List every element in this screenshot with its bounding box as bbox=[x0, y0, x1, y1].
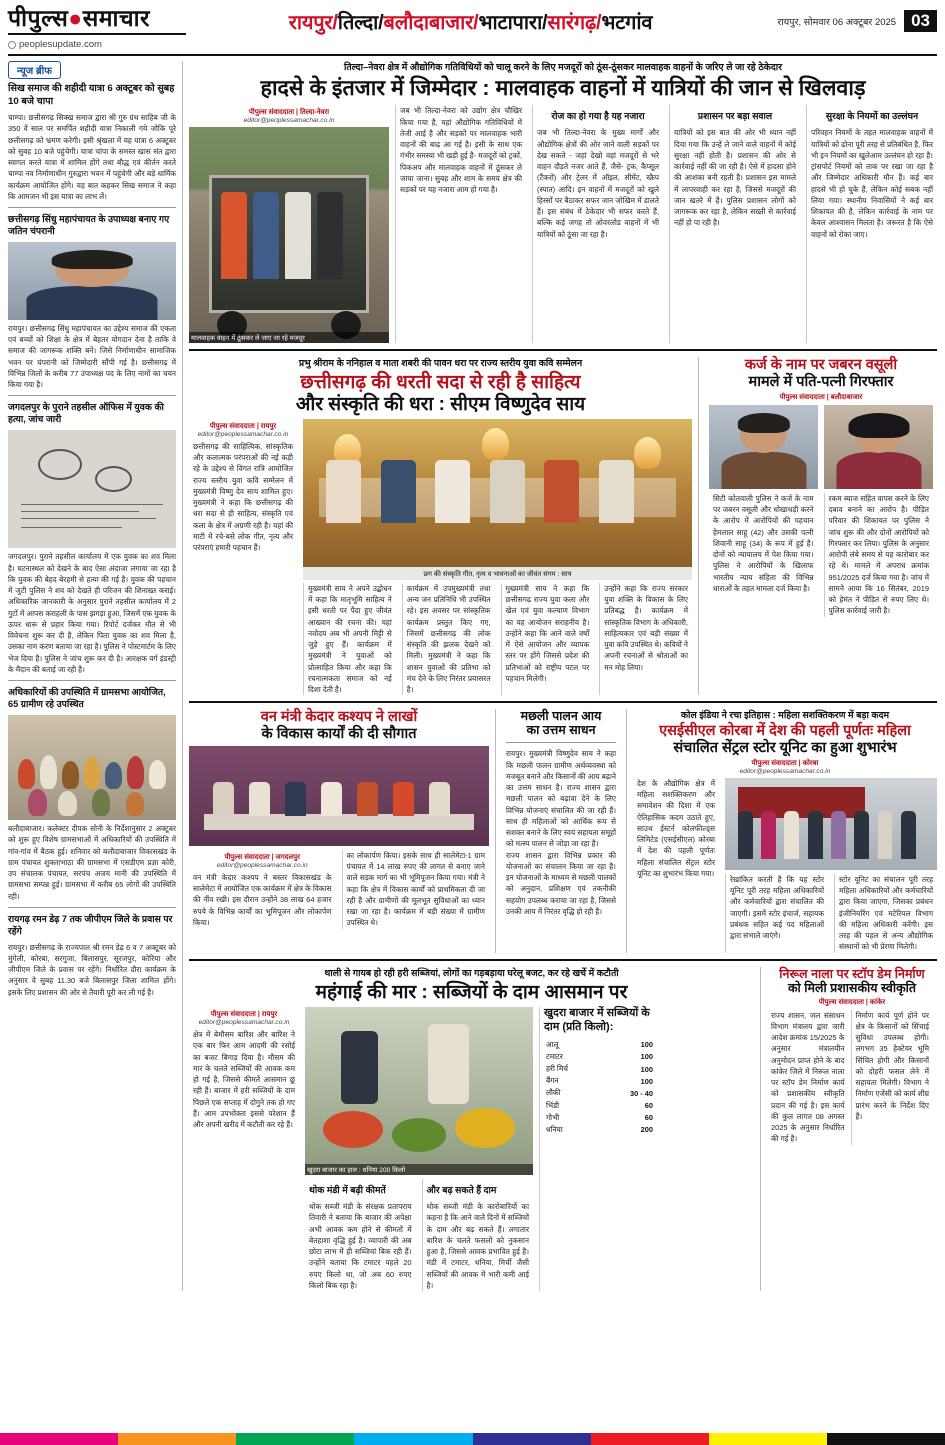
lead-headline: हादसे के इंतजार में जिम्मेदार : मालवाहक वाहनों में यात्रियों की जान से खिलवाड़ bbox=[260, 76, 866, 101]
loan-byline: पीपुल्स संवाददाता | बलौदाबाजार bbox=[779, 393, 863, 401]
stage-person bbox=[435, 460, 470, 522]
forest-byline-box bbox=[193, 853, 332, 869]
office-person bbox=[878, 811, 893, 859]
sketch-face-1 bbox=[38, 449, 82, 480]
crowd-figure bbox=[127, 756, 144, 789]
stage-person bbox=[599, 460, 634, 522]
item-price: 100 bbox=[640, 1076, 653, 1086]
forest-story bbox=[189, 709, 489, 952]
fish-text-1: रायपुर। मुख्यमंत्री विष्णुदेव साय ने कहा कि मछली पालन ग्रामीण अर्थव्यवस्था को मजबूत बनाने और किसानों की आय बढ़ाने का उत्तम साधन है। राज्य शासन द्वारा मछली पालन को बढ़ावा देने के लिए विभिन्न योजनाएं संचालित की जा रही हैं। साथ ही महिलाओं को आर्थिक रूप से सशक्त बनाने के लिए स्वयं सहायता समूहों को मत्स्य पालन से जोड़ा जा रहा है। bbox=[506, 749, 616, 849]
vendor-figure bbox=[341, 1031, 377, 1105]
brief-4-text: बलौदाबाजार। कलेक्टर दीपक सोनी के निर्देशानुसार 2 अक्टूबर को शुरू हुए विशेष ग्रामसभाओं में अधिकारियों की उपस्थिति में गांव-गांव में बैठक हुई। शनिवार को बलौदाबाजार विकासखंड के ग्राम पंचायत शुक्लाभाठा की ग्रामसभा में एसडीएम प्रज्ञा कोरी, उप संचालक पंचायत, सरपंच अजय मानी की उपस्थिति में ग्रामसभा सम्पन्न हुई। ग्रामसभा में करीब 65 लोगों की उपस्थिति रही। bbox=[8, 824, 176, 901]
cm-lower-cols bbox=[303, 583, 692, 696]
crowd-figure bbox=[149, 760, 166, 788]
coal-col-1 bbox=[633, 778, 719, 953]
loan-photo-male bbox=[709, 405, 818, 489]
hall-person bbox=[357, 782, 378, 816]
portrait-body bbox=[26, 286, 157, 320]
item-price: 100 bbox=[640, 1040, 653, 1050]
price-table-block bbox=[539, 1007, 659, 1291]
item-price: 60 bbox=[644, 1113, 653, 1123]
lead-byline-box bbox=[189, 108, 389, 124]
cm-byline-mail: editor@peoplessamachar.co.in bbox=[197, 430, 289, 438]
lead-col-4 bbox=[806, 105, 937, 343]
edition-balodabazar: बलौदाबाजार/ bbox=[383, 12, 479, 34]
crowd-figure bbox=[105, 762, 122, 788]
column-divider bbox=[182, 61, 183, 1291]
section-divider bbox=[189, 349, 937, 351]
forest-photo bbox=[189, 746, 489, 846]
stage-person bbox=[326, 460, 361, 522]
crowd-figure bbox=[28, 789, 46, 816]
cm-text-4: मुख्यमंत्री साय ने कहा कि छत्तीसगढ़ राज्य युवा कला और खेल एवं युवा कल्याण विभाग का यह आयोजन सराहनीय है। उन्होंने कहा कि आने वाले वर्षों में ऐसे आयोजन और व्यापक स्तर पर होंगे जिससे प्रदेश की प्रतिभाओं को राष्ट्रीय पटल पर पहचान मिलेगी। bbox=[505, 583, 590, 683]
cm-text-1: छत्तीसगढ़ की साहित्यिक, सांस्कृतिक और कलात्मक परंपराओं की नई कड़ी रहे के उद्देश्य से विगत रात्रि आयोजित राज्य स्तरीय युवा कवि सम्मेलन में मुख्यमंत्री विष्णु देव साय शामिल हुए। मुख्यमंत्री ने कहा कि छत्तीसगढ़ की धरा सदा से ही साहित्य, संस्कृति एवं कला के क्षेत्र में अग्रणी रही है। यहां की माटी में रचे-बसे लोक गीत, नृत्य और परंपराएं हमारी पहचान हैं। bbox=[193, 441, 293, 553]
item-name: बैंगन bbox=[546, 1076, 559, 1086]
cm-col-2 bbox=[303, 583, 396, 696]
coal-headline-line2: संचालित सेंट्रल स्टोर यूनिट का हुआ शुभारंभ bbox=[673, 739, 897, 756]
logo-text-2: समाचार bbox=[82, 5, 150, 31]
cm-byline: पीपुल्स संवाददाता | रायपुर bbox=[209, 422, 277, 430]
hall-table bbox=[204, 814, 474, 830]
cm-text-5: उन्होंने कहा कि राज्य सरकार युवा शक्ति के विकास के लिए प्रतिबद्ध है। कार्यक्रम में सांस्कृतिक विभाग के अधिकारी, साहित्यकार एवं बड़ी संख्या में युवा कवि उपस्थित थे। कवियों ने अपनी रचनाओं से श्रोताओं का मन मोह लिया। bbox=[604, 583, 688, 672]
brief-5 bbox=[8, 914, 176, 998]
item-price: 200 bbox=[640, 1125, 653, 1135]
coal-photo bbox=[725, 778, 937, 870]
item-price: 100 bbox=[640, 1064, 653, 1074]
fish-text-2: राज्य शासन द्वारा विभिन्न प्रकार की योजनाओं का संचालन किया जा रहा है। इन योजनाओं के माध्यम से मछली पालकों को अनुदान, प्रशिक्षण एवं तकनीकी सहयोग उपलब्ध कराया जा रहा है, जिससे उनकी आय में निरंतर वृद्धि हो रही है। bbox=[506, 850, 616, 916]
cm-headline-line1: छत्तीसगढ़ की धरती सदा से रही है साहित्य bbox=[300, 372, 581, 394]
price-lower-cols bbox=[305, 1179, 533, 1291]
globe-icon bbox=[8, 41, 16, 49]
truck-passenger bbox=[253, 192, 279, 278]
price-table bbox=[544, 1039, 655, 1137]
office-person bbox=[808, 811, 823, 859]
portrait-hair bbox=[52, 250, 133, 269]
fish-headline-line2: का उत्तम साधन bbox=[526, 723, 596, 738]
lead-photo bbox=[189, 127, 389, 343]
truck-passenger bbox=[221, 192, 247, 278]
dam-headline-line1: निरूल नाला पर स्टॉप डेम निर्माण bbox=[779, 966, 925, 981]
cm-col-1 bbox=[189, 419, 297, 696]
divider bbox=[8, 207, 176, 208]
vegetable-pile bbox=[392, 1118, 447, 1152]
lead-story bbox=[189, 61, 937, 343]
lead-sub-1: रोज का हो गया है यह नजारा bbox=[551, 111, 645, 122]
hall-person bbox=[393, 782, 414, 816]
portrait-body bbox=[836, 452, 921, 489]
page-grid bbox=[8, 61, 937, 1291]
fourth-band bbox=[189, 967, 937, 1291]
column-divider bbox=[495, 709, 496, 952]
edition-bhatgaon: भटगांव bbox=[601, 12, 653, 34]
brief-1-title: सिख समाज की शहीदी यात्रा 6 अक्टूबर को सुबह 10 बजे चापा bbox=[8, 83, 175, 107]
sketch-line-4 bbox=[21, 527, 122, 528]
dam-text-1: राज्य शासन, जल संसाधन विभाग मंत्रालय द्वारा जारी आदेश क्रमांक 15/2025 के अनुसार मंत्रालयीन अनुमोदन प्राप्त होने के बाद कांकेर जिले में निरूल नाला पर स्टॉप डेम निर्माण कार्य को प्रशासकीय स्वीकृति प्रदान की गई है। इस कार्य की कुल लागत 08 अगस्त 2025 के अनुसार निर्धारित की गई है। bbox=[771, 1010, 845, 1144]
lamp-icon bbox=[482, 428, 509, 461]
lead-body-row bbox=[189, 105, 937, 343]
website-text: peoplesupdate.com bbox=[19, 39, 102, 51]
price-byline: पीपुल्स संवाददाता | रायपुर bbox=[210, 1011, 278, 1019]
price-byline-mail: editor@peoplessamachar.co.in bbox=[198, 1019, 290, 1027]
item-name: गोभी bbox=[546, 1112, 560, 1122]
brief-1-text: चाम्पा। छत्तीसगढ़ सिक्ख समाज द्वारा श्री गुरु ग्रंथ साहिब जी के 350 वें साल पर समर्पित शहीदी यात्रा निकाली गये जोकि पूरे छत्तीसगढ़ को भ्रमण करेगी। इसी श्रृंखला में यह यात्रा 6 अक्टूबर को सुबह 10 बजे पहुंचेगी। यात्रा चांपा के समस्त खास संत द्वारा स्वागत करते यात्रा में शामिल होंगे तथा बौद्ध एवं कीर्तन करते चाम्पा नव निर्माणाधीन गुरुद्वारा भवन में पहुंचेगी और बड़े धार्मिक कार्यक्रम आयोजित होंगे। यह बात कहकर सिख समाज ने कहा कि आमजन भी इस यात्रा का लाभ लें। bbox=[8, 113, 176, 201]
dam-col-2 bbox=[851, 1010, 934, 1145]
brief-3 bbox=[8, 402, 176, 675]
dam-byline-box bbox=[771, 998, 933, 1007]
loan-photos bbox=[709, 405, 933, 489]
color-swatch-orange bbox=[118, 1433, 236, 1445]
news-brief-tag: न्यूज ब्रीफ bbox=[8, 61, 61, 79]
column-divider bbox=[760, 967, 761, 1291]
lead-photo-block bbox=[189, 105, 389, 343]
coal-byline-box bbox=[633, 759, 937, 775]
price-story bbox=[189, 967, 754, 1291]
cm-photo-and-text bbox=[303, 419, 692, 696]
item-name: आलू bbox=[546, 1039, 559, 1049]
price-sub-1: थोक मंडी में बढ़ी कीमतें bbox=[309, 1185, 386, 1196]
table-row bbox=[544, 1099, 655, 1111]
brief-5-title: रायगढ़ रमन डेढ़ 7 तक जीपीएम जिले के प्रवास पर रहेंगे bbox=[8, 913, 173, 936]
crowd-figure bbox=[62, 761, 79, 788]
logo-dot-icon: ● bbox=[68, 5, 83, 31]
lead-byline: पीपुल्स संवाददाता | तिल्दा-नेवरा bbox=[248, 109, 330, 117]
item-price: 60 bbox=[644, 1101, 653, 1111]
item-name: हरी मिर्च bbox=[546, 1064, 568, 1074]
backdrop-banner bbox=[738, 787, 865, 818]
office-person bbox=[854, 811, 869, 859]
office-person bbox=[761, 811, 776, 859]
hall-person bbox=[429, 782, 450, 816]
cm-headline-line2-text: और संस्कृति की धरा : सीएम विष्णुदेव साय bbox=[295, 393, 586, 415]
lead-text-1: जब भी तिल्दा-नेवरा को उद्योग क्षेत्र चौखिर किया गया है, यहां औद्योगिक गतिविधियों में तेजी आई है और सड़कों पर मालवाहक भारी वाहनों की बाढ़ आ गई है। इसी के साथ एक गंभीर समस्या भी खड़ी हुई है- मजदूरों को ट्रकों, पिकअप और मालवाहक वाहनों में ठूंसकर ले जाया जाना। सुबह और शाम के समय क्षेत्र की सड़कों पर यह नजारा आम हो गया है। bbox=[400, 106, 522, 195]
brief-2-title: छत्तीसगढ़ सिंधु महापंचायत के उपाध्यक्ष बनाए गए जतिन चंपरानी bbox=[8, 214, 170, 237]
lead-text-2: जब भी तिल्दा-नेवरा के मुख्य मार्गों और औद्योगिक क्षेत्रों की ओर जाने वाली सड़कों पर देख सकते - जहां देखो वहां मजदूरों से भरे वाहन दौड़ते नजर आते हैं, जैसे- ट्रक, कैप्सूल (टैंकरों) और ट्रेलर में ऑइल, सीमेंट, स्क्रैप (स्पात) आदि। इन वाहनों में मजदूरों को खुले हिस्सों पर बैठाकर सफर जान जोखिम में डालते हैं। इस संबंध में ठेकेदार भी सफर करते हैं, बल्कि कई जगह तो ओवरलोड वाहनों में भी यात्रियों को ठूंसा जा रहा है। bbox=[537, 128, 659, 239]
stage-person bbox=[490, 460, 525, 522]
lead-sub-2: प्रशासन पर बड़ा सवाल bbox=[697, 111, 773, 122]
office-person bbox=[738, 811, 753, 859]
color-swatch-magenta bbox=[0, 1433, 118, 1445]
divider bbox=[8, 680, 176, 681]
truck-passenger bbox=[317, 192, 343, 278]
forest-text-2: का लोकार्पण किया। इसके साथ ही सालेमेटा-1 ग्राम पंचायत में 14 लाख रुपए की लागत से बनाए जाने वाले सड़क मार्ग का भी भूमिपूजन किया गया। मंत्री ने कहा कि क्षेत्र में विकास कार्यों को प्राथमिकता दी जा रही है और ग्रामीणों की मूलभूत सुविधाओं का ध्यान रखा जा रहा है। कार्यक्रम में बड़ी संख्या में ग्रामीण उपस्थित थे। bbox=[346, 850, 485, 928]
brief-4-photo bbox=[8, 715, 176, 820]
loan-byline-box bbox=[709, 393, 933, 402]
price-kicker: थाली से गायब हो रही हरी सब्जियां, लोगों का गड़बड़ाया घरेलू बजट, कर रहे खर्चे में कटौती bbox=[324, 967, 619, 978]
lamp-icon bbox=[634, 437, 661, 470]
edition-raipur: रायपुर/ bbox=[288, 12, 338, 34]
coal-photo-block bbox=[725, 778, 937, 953]
cm-body-row bbox=[189, 419, 692, 696]
brief-2-text: रायपुर। छत्तीसगढ़ सिंधु महापंचायत का उद्देश्य समाज की एकता एवं बच्चों को शिक्षा के क्षेत्र में बेहतर योगदान देना है ताकि वे समाज की जागरूक शक्ति बनें। जिसे निर्माणाधीन सामाजिक भवन पर चंपरानी को जिम्मेदारी सौंपी गई है। छत्तीसगढ़ में विभिन्न जिलों के करीब 77 उपाध्यक्ष पद के लिए नामों का चयन किया गया है। bbox=[8, 323, 176, 390]
lead-sub-3: सुरक्षा के नियमों का उल्लंघन bbox=[825, 111, 919, 122]
main-area bbox=[189, 61, 937, 1291]
forest-byline: पीपुल्स संवाददाता | जगदलपुर bbox=[224, 853, 300, 861]
newspaper-logo bbox=[8, 6, 186, 30]
edition-sarangarh: सारंगढ़/ bbox=[547, 12, 602, 34]
coal-text-2: रेखांकित करती है कि यह स्टोर यूनिट पूरी तरह महिला अधिकारियों और कर्मचारियों द्वारा संचालित की जाएगी। इसमें स्टोर इंचार्ज, सहायक प्रबंधक सहित कई पद महिलाओं द्वारा संभाले जाएंगे। bbox=[730, 874, 824, 941]
lead-photo-caption: मालवाहक वाहन में ठूंसकर ले जाए जा रहे मजदूर bbox=[189, 332, 389, 343]
loan-text-1: सिटी कोतवाली पुलिस ने कर्ज के नाम पर जबरन वसूली और धोखाधड़ी करने के आरोप में आरोपियों की पहचान हेमलाल साहू (42) और उसकी पत्नी शिवानी साहू (34) के रूप में हुई है। दोनों को न्यायालय में पेश किया गया। पुलिस ने आरोपियों के खिलाफ भारतीय न्याय संहिता की विभिन्न धाराओं के तहत मामला दर्ज किया है। bbox=[713, 493, 814, 593]
forest-col-1 bbox=[189, 850, 336, 929]
coal-headline-line1: एसईसीएल कोरबा में देश की पहली पूर्णतः महिला bbox=[659, 723, 911, 740]
brief-3-title: जगदलपुर के पुराने तहसील ऑफिस में युवक की हत्या, जांच जारी bbox=[8, 402, 164, 425]
hall-person bbox=[285, 782, 306, 816]
stage-person bbox=[544, 460, 579, 522]
hall-person bbox=[249, 782, 270, 816]
price-headline: महंगाई की मार : सब्जियों के दाम आसमान पर bbox=[315, 981, 628, 1003]
lead-kicker: तिल्दा–नेवरा क्षेत्र में औद्योगिक गतिविधियों को चालू करने के लिए मजदूरों को ठूंस-ठूंसकर मालवाहक वाहनों के जरिए ले जा रहे ठेकेदार bbox=[343, 62, 783, 73]
divider bbox=[8, 907, 176, 908]
customer-figure bbox=[428, 1024, 469, 1105]
left-rail bbox=[8, 61, 176, 1291]
cm-photo bbox=[303, 419, 692, 567]
crowd-figure bbox=[58, 791, 76, 816]
crowd-figure bbox=[40, 755, 57, 789]
cm-byline-box bbox=[193, 422, 293, 438]
forest-text-1: वन मंत्री केदार कश्यप ने बस्तर विकासखंड के सालेमेटा में आयोजित एक कार्यक्रम में क्षेत्र के विकास की नींव रखी। इस दौरान उन्होंने 38 लाख 64 हजार रुपये के विभिन्न कार्यों का भूमिपूजन और लोकार्पण किया। bbox=[193, 872, 332, 927]
brief-3-photo bbox=[8, 430, 176, 548]
office-person bbox=[831, 811, 846, 859]
coal-byline: पीपुल्स संवाददाता | कोरबा bbox=[751, 759, 819, 767]
truck-passenger bbox=[285, 192, 311, 278]
brief-3-text: जगदलपुर। पुराने तहसील कार्यालय में एक युवक का शव मिला है। घटनास्थल को देखने के बाद ऐसा अंदाजा लगाया जा रहा है कि युवक की बेहद बेरहमी से हत्या की गई है। युवक की पहचान में जुटी पुलिस ने शव को देखते ही परिजन की शिनाख्त कराई। अधिकारिक जानकारी के अनुसार पुराने तहसील कार्यालय में 2 गुटों में आपस कराहली के पास झगड़ा हुआ, जिसमें एक युवक के ऊपर धारू से प्रहार किया गया। रिपोर्ट दर्जकर मौत से भी विवेचना शुरू कर दी है, लेकिन पिता युवक का शव मिला है, उसका नाम करण बताया जा रहा है। पुलिस ने पोस्टमार्टम के लिए भेज दिया है। पुलिस ने जांच शुरू कर दी है। आरक्षक वर्ग इंडस्ट्री के मैदान की बताई जा रही है। bbox=[8, 552, 176, 674]
price-text-2: थोक सब्जी मंडी के संरक्षक प्रतापराय तिवारी ने बताया कि बाजार की अपेक्षा अभी आवक कम होने से कीमतों में बेतहाशा वृद्धि हुई है। व्यापारी की अब छोटा लाभ में ही सब्जियां बिक रही हैं। उन्होंने बताया कि टमाटर पहले 20 रुपए किलो था, जो अब 60 रुपए किलो बिक रहा है। bbox=[309, 1202, 412, 1290]
portrait-hair bbox=[737, 413, 789, 433]
crowd-figure bbox=[126, 792, 144, 816]
dam-story bbox=[767, 967, 937, 1291]
edition-list bbox=[186, 8, 755, 35]
price-text-1: क्षेत्र में बेमौसम बारिश और बारिश ने एक बार फिर आम आदमी की रसोई का बजट बिगाड़ दिया है। मौसम की मार के चलते सब्जियों की आवक कम हो गई है, जिससे कीमतें आसमान छू रही हैं। बाजार में हरी सब्जियों के दाम पिछले एक सप्ताह में दोगुने तक हो गए हैं। आम उपभोक्ता इससे परेशान हैं और अपनी खरीद में कटौती कर रहे हैं। bbox=[193, 1030, 295, 1130]
color-swatch-green bbox=[236, 1433, 354, 1445]
sketch-line-1 bbox=[21, 504, 162, 505]
loan-headline-line2: मामले में पति-पत्नी गिरफ्तार bbox=[748, 373, 894, 390]
loan-text-2: रकम ब्याज सहित वापस करने के लिए दबाव बनाने का आरोप है। पीड़ित परिवार की शिकायत पर पुलिस ने जांच शुरू की और दोनों आरोपियों को गिरफ्तार कर लिया। पुलिस के अनुसार आरोपी लंबे समय से यह कारोबार कर रहे थे। मामले में अपराध क्रमांक 951/2025 दर्ज किया गया है। जांच में सामने आया कि 16 सितंबर, 2019 को हेमंत ने पीड़ित से रुपए लिए थे। पुलिस कार्रवाई जारी है। bbox=[828, 493, 929, 616]
lead-col-1 bbox=[395, 105, 526, 343]
price-photo-caption: खुदरा बाजार का हाल : धनिया 200 किलो bbox=[305, 1164, 533, 1175]
edition-tilda: तिल्दा/ bbox=[337, 12, 384, 34]
vegetable-pile bbox=[323, 1111, 382, 1148]
cm-col-5 bbox=[599, 583, 692, 696]
coal-col-3 bbox=[834, 874, 937, 953]
color-swatch-yellow bbox=[709, 1433, 827, 1445]
price-sub-2: और बढ़ सकते हैं दाम bbox=[426, 1185, 497, 1196]
crowd-figure bbox=[84, 757, 101, 789]
dam-col-1 bbox=[771, 1010, 845, 1145]
cm-kicker: प्रभु श्रीराम के ननिहाल व माता शबरी की पावन धरा पर राज्य स्तरीय युवा कवि सम्मेलन bbox=[298, 358, 583, 369]
item-name: लौकी bbox=[546, 1088, 561, 1098]
portrait-body bbox=[721, 452, 806, 489]
color-swatch-red bbox=[591, 1433, 709, 1445]
dateline-block bbox=[755, 6, 937, 32]
item-price: 30 - 40 bbox=[629, 1088, 653, 1098]
dam-text-2: निर्माण कार्य पूर्ण होने पर क्षेत्र के किसानों को सिंचाई सुविधा उपलब्ध होगी। लगभग 35 हेक्टेयर भूमि सिंचित होगी और किसानों को दोहरी फसल लेने में सहायता मिलेगी। विभाग ने निर्माण एजेंसी को कार्य शीघ्र प्रारंभ करने के निर्देश दिए हैं। bbox=[855, 1010, 929, 1121]
hall-person bbox=[321, 782, 342, 816]
logo-text-1: पीपुल्स bbox=[8, 5, 69, 31]
office-person bbox=[784, 811, 799, 859]
item-name: धनिया bbox=[546, 1124, 563, 1134]
sketch-line-3 bbox=[21, 518, 155, 519]
coal-text-1: देश के औद्योगिक क्षेत्र में महिला सशक्तिकरण और समावेशन की दिशा में एक ऐतिहासिक कदम उठाते हुए, साउथ ईस्टर्न कोलफील्ड्स लिमिटेड (एसईसीएल) कोरबा में देश की पहली पूर्णतः महिला संचालित सेंट्रल स्टोर यूनिट का शुभारंभ किया गया। bbox=[637, 778, 715, 878]
forest-headline-line2: के विकास कार्यों की दी सौगात bbox=[261, 725, 417, 742]
price-col-2 bbox=[305, 1179, 416, 1291]
coal-row bbox=[633, 778, 937, 953]
price-byline-box bbox=[193, 1010, 295, 1026]
lead-byline-mail: editor@peoplessamachar.co.in bbox=[243, 117, 335, 125]
divider bbox=[8, 395, 176, 396]
loan-photo-female bbox=[824, 405, 933, 489]
logo-divider bbox=[8, 33, 186, 35]
cm-headline-line2 bbox=[189, 394, 692, 415]
dam-byline: पीपुल्स संवाददाता | कांकेर bbox=[818, 998, 886, 1006]
brief-2-photo bbox=[8, 242, 176, 320]
second-band bbox=[189, 357, 937, 695]
portrait-hair bbox=[848, 413, 909, 438]
hall-person bbox=[213, 782, 234, 816]
cm-photo-caption: छग की संस्कृति गीत, नृत्य व भावनाओं का जीवंत संगम : साय bbox=[303, 567, 692, 580]
forest-byline-mail: editor@peoplessamachar.co.in bbox=[216, 861, 308, 869]
price-col-3 bbox=[422, 1179, 534, 1291]
section-divider bbox=[189, 701, 937, 703]
coal-story bbox=[633, 709, 937, 952]
lead-col-2 bbox=[532, 105, 663, 343]
lead-col-3 bbox=[669, 105, 800, 343]
price-text-3: थोक सब्जी मंडी के कारोबारियों का कहना है कि आने वाले दिनों में सब्जियों के दाम और बढ़ सकते हैं। लगातार बारिश के चलते फसलों को नुकसान हुआ है, जिससे आवक प्रभावित हुई है। मंडी में टमाटर, धनिया, मिर्ची जैसी सब्जियों की आवक में भारी कमी आई है। bbox=[426, 1202, 529, 1290]
forest-text-row bbox=[189, 850, 489, 929]
color-swatch-blue bbox=[473, 1433, 591, 1445]
logo-block bbox=[8, 6, 186, 50]
price-table-title: खुदरा बाजार में सब्जियों के दाम (प्रति किलो): bbox=[544, 1007, 650, 1033]
table-row bbox=[544, 1087, 655, 1099]
column-divider bbox=[698, 357, 699, 695]
dam-text-row bbox=[771, 1010, 933, 1145]
loan-headline-line1: कर्ज के नाम पर जबरन वसूली bbox=[744, 357, 898, 374]
loan-text-row bbox=[709, 493, 933, 617]
table-row bbox=[544, 1075, 655, 1087]
brief-5-text: रायपुर। छत्तीसगढ़ के राज्यपाल श्री रमन डेढ़ 6 व 7 अक्टूबर को मुंगेली, कोरबा, सरगुजा, बिलासपुर, सूरजपुर, कोरिया और जीपीएम जिले के प्रवास पर रहेंगे। निर्धारित दौरा कार्यक्रम के अनुसार वे सुबह 11.30 बजे बिलासपुर जिला शामिल होंगे। इसके लिए प्रशासन की ओर से तैयारी पूरी कर ली गई है। bbox=[8, 942, 176, 997]
page-number: 03 bbox=[904, 10, 937, 32]
column-divider bbox=[626, 709, 627, 952]
table-row bbox=[544, 1039, 655, 1051]
price-row bbox=[189, 1007, 754, 1291]
coal-lower-cols bbox=[725, 874, 937, 953]
coal-col-2 bbox=[725, 874, 828, 953]
brief-4-title: अधिकारियों की उपस्थिति में ग्रामसभा आयोजित, 65 ग्रामीण रहे उपस्थित bbox=[8, 687, 166, 710]
table-row bbox=[544, 1124, 655, 1136]
item-name: टमाटर bbox=[546, 1051, 563, 1061]
fish-headline-line1: मछली पालन आय bbox=[520, 709, 602, 724]
color-registration-bar bbox=[0, 1433, 945, 1445]
cm-text-3: कार्यक्रम में उपमुख्यमंत्री तथा अन्य जन प्रतिनिधि भी उपस्थित रहे। इस अवसर पर सांस्कृतिक कार्यक्रम प्रस्तुत किए गए, जिसमें छत्तीसगढ़ की लोक संस्कृति की झलक देखने को मिली। मुख्यमंत्री ने कहा कि शासन युवाओं की प्रतिभा को मंच देने के लिए निरंतर प्रयासरत है। bbox=[406, 583, 491, 695]
brief-2 bbox=[8, 214, 176, 390]
fish-story bbox=[502, 709, 620, 952]
crowd-figure bbox=[18, 759, 35, 788]
price-photo bbox=[305, 1007, 533, 1175]
stage-person bbox=[381, 460, 416, 522]
table-row bbox=[544, 1051, 655, 1063]
item-price: 100 bbox=[640, 1052, 653, 1062]
crowd-figure bbox=[92, 789, 110, 816]
website-line bbox=[8, 39, 186, 50]
color-swatch-black bbox=[827, 1433, 945, 1445]
section-divider bbox=[189, 959, 937, 961]
third-band bbox=[189, 709, 937, 952]
item-name: भिंडी bbox=[546, 1100, 559, 1110]
lead-text-4: परिवहन नियमों के तहत मालवाहक वाहनों में यात्रियों को ढोना पूरी तरह से प्रतिबंधित है, फिर भी इन नियमों का खुलेआम उल्लंघन हो रहा है। ट्रांसपोर्ट नियमों को ताक पर रखा जा रहा है और जिम्मेदार अधिकारी मौन हैं। कई बार हादसे भी हो चुके हैं, लेकिन कोई सबक नहीं लिया गया। स्थानीय निवासियों ने कई बार शिकायत की है, लेकिन कार्रवाई के नाम पर केवल आश्वासन मिलता है। जरूरत है कि ऐसे वाहनों को रोका जाए। bbox=[811, 128, 933, 239]
loan-story bbox=[705, 357, 937, 695]
cm-col-4 bbox=[501, 583, 594, 696]
cm-story bbox=[189, 357, 692, 695]
table-row bbox=[544, 1112, 655, 1124]
sketch-face-2 bbox=[95, 466, 132, 492]
price-col-1 bbox=[189, 1007, 299, 1291]
price-photo-block bbox=[305, 1007, 533, 1291]
cm-text-2: मुख्यमंत्री साय ने अपने उद्बोधन में कहा कि मातृभूमि साहित्य ने इसी धरती पर पैदा हुए जीवंत आख्यान की रचना की। यहां नवोदय अब भी अपनी मिट्टी से जुड़े हुए हैं। कार्यक्रम में मुख्यमंत्री ने युवाओं को प्रोत्साहित किया और कहा कि रचनात्मकता समाज को नई दिशा देती है। bbox=[308, 583, 392, 695]
coal-text-3: स्टोर यूनिट का संचालन पूरी तरह महिला अधिकारियों और कर्मचारियों द्वारा किया जाएगा, जिसका प्रबंधन इंजीनियरिंग एवं मटेरियल विभाग की महिला अधिकारी करेंगी। इस तरह की पहल से अन्य औद्योगिक संस्थानों को भी प्रेरणा मिलेगी। bbox=[839, 874, 933, 952]
dateline: रायपुर, सोमवार 06 अक्टूबर 2025 bbox=[777, 16, 897, 28]
cm-col-3 bbox=[402, 583, 495, 696]
coal-byline-mail: editor@peoplessamachar.co.in bbox=[739, 767, 831, 775]
forest-headline-line1: वन मंत्री केदार कश्यप ने लाखों bbox=[260, 709, 418, 726]
loan-col-1 bbox=[709, 493, 818, 617]
vegetable-pile bbox=[455, 1108, 514, 1148]
forest-col-2 bbox=[342, 850, 490, 929]
masthead bbox=[8, 6, 937, 56]
dam-headline-line2: को मिली प्रशासकीय स्वीकृति bbox=[787, 980, 917, 995]
divider bbox=[506, 742, 616, 743]
edition-bhatapara: भाटापारा/ bbox=[478, 12, 548, 34]
sketch-line-2 bbox=[21, 511, 139, 512]
table-row bbox=[544, 1063, 655, 1075]
edition-block bbox=[186, 6, 755, 35]
news-brief-section bbox=[8, 61, 176, 202]
office-person bbox=[901, 811, 916, 859]
loan-col-2 bbox=[824, 493, 934, 617]
color-swatch-cyan bbox=[354, 1433, 472, 1445]
brief-4 bbox=[8, 687, 176, 902]
coal-kicker: कोल इंडिया ने रचा इतिहास : महिला सशक्तिकरण में बड़ा कदम bbox=[680, 710, 890, 721]
lead-text-3: यात्रियों को इस बात की ओर भी ध्यान नहीं दिया गया कि उन्हें ले जाने वाले वाहनों में कोई सुरक्षा नहीं होती है। प्रशासन की ओर से कार्रवाई नहीं की जा रही है। ऐसे में हादसा होने की आशंका बनी रहती है। प्रशासन इस मामले में लापरवाही कर रहा है, जिससे मजदूरों की जान खतरे में है। पुलिस प्रशासन लोगों को जागरूक कर रहा है, लेकिन सख्ती से कार्रवाई नहीं हो पा रही है। bbox=[674, 128, 796, 228]
